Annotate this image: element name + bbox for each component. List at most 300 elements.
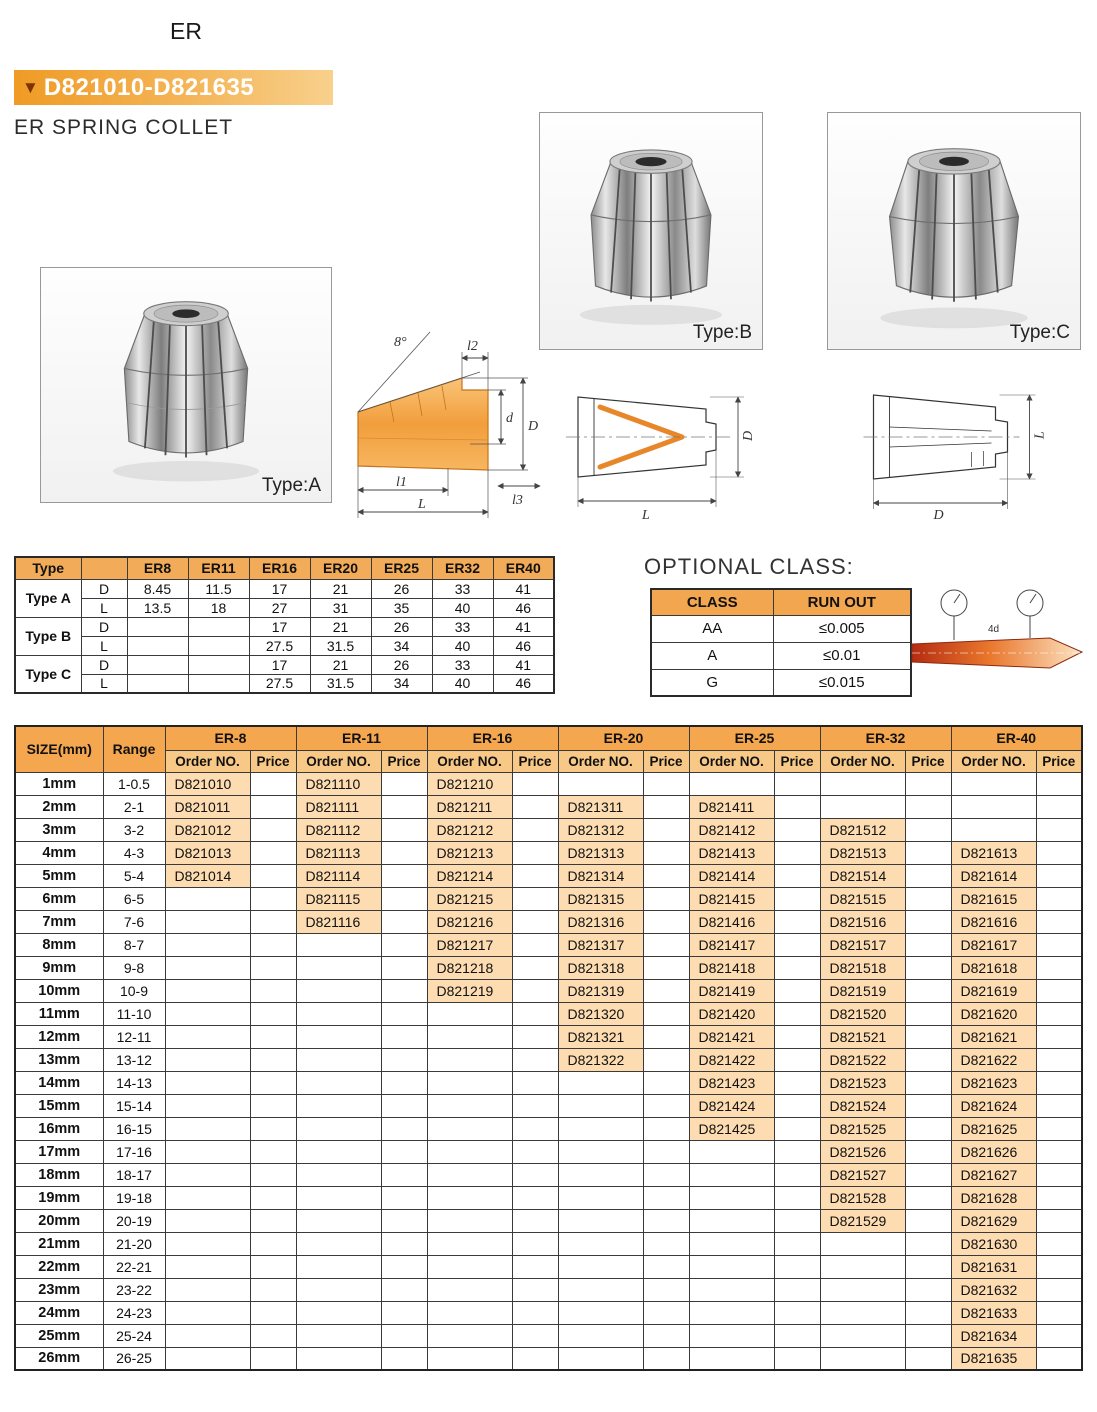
price-cell	[905, 1025, 951, 1048]
order-no-cell: D821321	[558, 1025, 643, 1048]
size-cell: 1mm	[15, 772, 103, 795]
order-no-cell	[951, 818, 1036, 841]
spec-dim-cell: L	[81, 598, 127, 617]
spec-value-cell: 8.45	[127, 579, 188, 598]
order-table-price-header: Price	[643, 750, 689, 772]
spec-value-cell	[127, 655, 188, 674]
order-table-orderno-header: Order NO.	[820, 750, 905, 772]
price-cell	[381, 1140, 427, 1163]
size-cell: 12mm	[15, 1025, 103, 1048]
spec-value-cell: 31.5	[310, 636, 371, 655]
order-no-cell: D821422	[689, 1048, 774, 1071]
spec-col-header: ER11	[188, 557, 249, 579]
price-cell	[774, 1117, 820, 1140]
price-cell	[1036, 818, 1082, 841]
order-table-price-header: Price	[774, 750, 820, 772]
order-no-cell	[296, 1048, 381, 1071]
price-cell	[381, 1071, 427, 1094]
order-no-cell	[427, 1278, 512, 1301]
spec-col-header: ER8	[127, 557, 188, 579]
photo-type-b-label: Type:B	[692, 322, 752, 343]
spec-value-cell: 13.5	[127, 598, 188, 617]
order-no-cell	[165, 1324, 250, 1347]
range-cell: 15-14	[103, 1094, 165, 1117]
price-cell	[381, 1232, 427, 1255]
order-no-cell	[296, 1025, 381, 1048]
price-cell	[774, 1048, 820, 1071]
price-cell	[381, 1255, 427, 1278]
price-cell	[774, 1324, 820, 1347]
order-no-cell: D821423	[689, 1071, 774, 1094]
order-no-cell: D821623	[951, 1071, 1036, 1094]
order-no-cell: D821114	[296, 864, 381, 887]
order-no-cell	[165, 1278, 250, 1301]
price-cell	[381, 1048, 427, 1071]
order-no-cell	[296, 1140, 381, 1163]
spec-value-cell: 46	[493, 674, 554, 693]
order-no-cell	[296, 1186, 381, 1209]
range-cell: 25-24	[103, 1324, 165, 1347]
order-no-cell	[427, 1071, 512, 1094]
price-cell	[250, 1071, 296, 1094]
order-table-price-header: Price	[905, 750, 951, 772]
order-no-cell: D821315	[558, 887, 643, 910]
price-cell	[643, 1002, 689, 1025]
spec-value-cell: 34	[371, 636, 432, 655]
oc-table-head-row	[651, 589, 911, 615]
order-table-group-header: ER-16	[427, 726, 558, 750]
price-cell	[512, 933, 558, 956]
order-no-cell: D821630	[951, 1232, 1036, 1255]
price-cell	[512, 1255, 558, 1278]
profile-drawing-type-c	[857, 355, 1052, 525]
order-no-cell	[820, 1232, 905, 1255]
order-no-cell	[296, 1209, 381, 1232]
order-no-cell	[427, 1324, 512, 1347]
spec-col-header: ER16	[249, 557, 310, 579]
price-cell	[643, 1163, 689, 1186]
spec-value-cell: 27.5	[249, 636, 310, 655]
size-cell: 14mm	[15, 1071, 103, 1094]
spec-value-cell	[188, 636, 249, 655]
order-no-cell	[427, 1048, 512, 1071]
spec-col-header: ER32	[432, 557, 493, 579]
price-cell	[250, 1278, 296, 1301]
spec-value-cell: 46	[493, 598, 554, 617]
order-no-cell: D821217	[427, 933, 512, 956]
order-no-cell	[165, 1186, 250, 1209]
order-table-price-header: Price	[381, 750, 427, 772]
price-cell	[905, 1048, 951, 1071]
spec-table-row	[15, 674, 554, 693]
order-no-cell	[558, 1209, 643, 1232]
order-no-cell: D821216	[427, 910, 512, 933]
price-cell	[250, 956, 296, 979]
collet-photo-c-illustration	[828, 113, 1080, 349]
order-no-cell: D821512	[820, 818, 905, 841]
price-cell	[774, 1347, 820, 1370]
price-cell	[250, 772, 296, 795]
price-cell	[643, 1232, 689, 1255]
range-cell: 18-17	[103, 1163, 165, 1186]
order-table-group-header: ER-40	[951, 726, 1082, 750]
order-no-cell: D821614	[951, 864, 1036, 887]
photo-type-a-label: Type:A	[261, 475, 321, 496]
price-cell	[512, 1117, 558, 1140]
order-no-cell: D821526	[820, 1140, 905, 1163]
price-cell	[381, 1324, 427, 1347]
size-cell: 25mm	[15, 1324, 103, 1347]
order-table-size-header: SIZE(mm)	[15, 726, 103, 772]
price-cell	[250, 1255, 296, 1278]
photo-type-b	[539, 112, 763, 350]
dim-label-l1: l1	[396, 475, 407, 490]
price-cell	[1036, 1117, 1082, 1140]
price-cell	[905, 956, 951, 979]
price-cell	[512, 1071, 558, 1094]
spec-value-cell: 40	[432, 674, 493, 693]
price-cell	[643, 910, 689, 933]
price-cell	[643, 818, 689, 841]
order-no-cell: D821529	[820, 1209, 905, 1232]
order-no-cell	[296, 1255, 381, 1278]
order-table-head-row-2	[15, 750, 1082, 772]
range-cell: 17-16	[103, 1140, 165, 1163]
order-no-cell	[165, 1232, 250, 1255]
size-cell: 4mm	[15, 841, 103, 864]
price-cell	[774, 1025, 820, 1048]
range-cell: 19-18	[103, 1186, 165, 1209]
price-cell	[512, 864, 558, 887]
price-cell	[905, 979, 951, 1002]
order-no-cell: D821616	[951, 910, 1036, 933]
oc-class-cell: G	[651, 669, 773, 696]
order-no-cell	[558, 1232, 643, 1255]
spec-value-cell: 41	[493, 579, 554, 598]
price-cell	[250, 1347, 296, 1370]
price-cell	[250, 1186, 296, 1209]
spec-col-header: ER25	[371, 557, 432, 579]
spec-value-cell	[127, 636, 188, 655]
range-cell: 14-13	[103, 1071, 165, 1094]
price-cell	[643, 864, 689, 887]
order-no-cell	[558, 1140, 643, 1163]
range-cell: 3-2	[103, 818, 165, 841]
price-cell	[774, 933, 820, 956]
oc-col-header: RUN OUT	[773, 589, 911, 615]
price-cell	[643, 1347, 689, 1370]
order-no-cell	[165, 956, 250, 979]
order-no-cell	[165, 1071, 250, 1094]
order-no-cell: D821625	[951, 1117, 1036, 1140]
order-no-cell	[296, 1094, 381, 1117]
order-no-cell	[689, 1278, 774, 1301]
order-no-cell	[820, 1255, 905, 1278]
order-table-price-header: Price	[250, 750, 296, 772]
order-no-cell	[558, 1255, 643, 1278]
price-cell	[905, 1094, 951, 1117]
profile-c-dim-D-label: D	[933, 508, 944, 523]
range-cell: 11-10	[103, 1002, 165, 1025]
order-no-cell: D821215	[427, 887, 512, 910]
order-no-cell	[296, 979, 381, 1002]
spec-col-header	[81, 557, 127, 579]
order-no-cell: D821513	[820, 841, 905, 864]
price-cell	[905, 1255, 951, 1278]
order-table-orderno-header: Order NO.	[165, 750, 250, 772]
price-cell	[905, 795, 951, 818]
spec-table-head-row	[15, 557, 554, 579]
price-cell	[774, 1301, 820, 1324]
spec-type-cell: Type A	[15, 579, 81, 617]
order-no-cell: D821317	[558, 933, 643, 956]
order-no-cell	[296, 1163, 381, 1186]
order-table-orderno-header: Order NO.	[427, 750, 512, 772]
price-cell	[512, 841, 558, 864]
price-cell	[1036, 910, 1082, 933]
price-cell	[512, 772, 558, 795]
order-table-orderno-header: Order NO.	[296, 750, 381, 772]
spec-value-cell: 40	[432, 636, 493, 655]
order-no-cell: D821417	[689, 933, 774, 956]
price-cell	[512, 1186, 558, 1209]
order-no-cell	[165, 1094, 250, 1117]
range-cell: 9-8	[103, 956, 165, 979]
price-cell	[1036, 1278, 1082, 1301]
price-cell	[643, 1301, 689, 1324]
order-no-cell: D821213	[427, 841, 512, 864]
spec-table	[14, 556, 555, 694]
price-cell	[381, 933, 427, 956]
range-cell: 21-20	[103, 1232, 165, 1255]
range-cell: 24-23	[103, 1301, 165, 1324]
order-no-cell	[165, 1255, 250, 1278]
order-no-cell: D821425	[689, 1117, 774, 1140]
price-cell	[905, 818, 951, 841]
order-no-cell: D821424	[689, 1094, 774, 1117]
price-cell	[1036, 1140, 1082, 1163]
order-no-cell: D821525	[820, 1117, 905, 1140]
order-table-row	[15, 979, 1082, 1002]
range-cell: 1-0.5	[103, 772, 165, 795]
price-cell	[1036, 1025, 1082, 1048]
spec-table-row	[15, 579, 554, 598]
order-no-cell: D821624	[951, 1094, 1036, 1117]
order-no-cell: D821634	[951, 1324, 1036, 1347]
dim-label-l2: l2	[467, 339, 478, 354]
size-cell: 5mm	[15, 864, 103, 887]
order-no-cell	[165, 910, 250, 933]
order-table-group-header: ER-8	[165, 726, 296, 750]
order-no-cell: D821311	[558, 795, 643, 818]
spec-value-cell	[127, 617, 188, 636]
order-no-cell	[689, 1255, 774, 1278]
size-cell: 9mm	[15, 956, 103, 979]
price-cell	[643, 1324, 689, 1347]
price-cell	[1036, 933, 1082, 956]
order-table-group-header: ER-32	[820, 726, 951, 750]
order-no-cell: D821628	[951, 1186, 1036, 1209]
price-cell	[643, 1186, 689, 1209]
order-no-cell	[427, 1025, 512, 1048]
order-no-cell	[427, 1255, 512, 1278]
spec-value-cell: 40	[432, 598, 493, 617]
price-cell	[1036, 1186, 1082, 1209]
order-no-cell: D821312	[558, 818, 643, 841]
profile-b-dim-L-label: L	[642, 508, 650, 523]
price-cell	[1036, 1255, 1082, 1278]
order-no-cell	[296, 1301, 381, 1324]
order-no-cell	[689, 1163, 774, 1186]
spec-col-header: ER20	[310, 557, 371, 579]
gauge-4d-label: 4d	[988, 624, 1000, 635]
spec-value-cell: 33	[432, 579, 493, 598]
order-no-cell: D821115	[296, 887, 381, 910]
order-no-cell	[427, 1209, 512, 1232]
optional-class-table	[650, 588, 912, 697]
order-no-cell: D821418	[689, 956, 774, 979]
price-cell	[774, 910, 820, 933]
spec-value-cell: 26	[371, 617, 432, 636]
order-no-cell: D821218	[427, 956, 512, 979]
order-no-cell	[165, 1002, 250, 1025]
order-no-cell: D821528	[820, 1186, 905, 1209]
oc-table-body	[651, 615, 911, 696]
oc-table-row	[651, 642, 911, 669]
order-no-cell	[165, 887, 250, 910]
order-table-row	[15, 1301, 1082, 1324]
order-no-cell: D821515	[820, 887, 905, 910]
price-cell	[1036, 956, 1082, 979]
order-no-cell	[951, 772, 1036, 795]
price-cell	[1036, 864, 1082, 887]
price-cell	[381, 864, 427, 887]
spec-value-cell: 46	[493, 636, 554, 655]
order-no-cell: D821514	[820, 864, 905, 887]
order-no-cell: D821413	[689, 841, 774, 864]
price-cell	[512, 1163, 558, 1186]
order-table-row	[15, 1209, 1082, 1232]
oc-table-row	[651, 615, 911, 642]
price-cell	[381, 818, 427, 841]
price-cell	[643, 1094, 689, 1117]
order-no-cell: D821111	[296, 795, 381, 818]
range-cell: 22-21	[103, 1255, 165, 1278]
order-no-cell: D821518	[820, 956, 905, 979]
size-cell: 2mm	[15, 795, 103, 818]
dim-label-angle: 8°	[394, 335, 407, 350]
price-cell	[905, 1140, 951, 1163]
range-cell: 10-9	[103, 979, 165, 1002]
price-cell	[774, 1071, 820, 1094]
order-no-cell: D821316	[558, 910, 643, 933]
range-cell: 16-15	[103, 1117, 165, 1140]
order-table-body	[15, 772, 1082, 1370]
order-no-cell	[427, 1163, 512, 1186]
size-cell: 16mm	[15, 1117, 103, 1140]
price-cell	[774, 1232, 820, 1255]
order-no-cell: D821113	[296, 841, 381, 864]
price-cell	[381, 1025, 427, 1048]
order-no-cell	[558, 1278, 643, 1301]
order-no-cell: D821622	[951, 1048, 1036, 1071]
price-cell	[250, 1140, 296, 1163]
price-cell	[643, 795, 689, 818]
order-table-orderno-header: Order NO.	[951, 750, 1036, 772]
order-no-cell: D821110	[296, 772, 381, 795]
price-cell	[1036, 1324, 1082, 1347]
order-no-cell: D821626	[951, 1140, 1036, 1163]
price-cell	[381, 1278, 427, 1301]
order-no-cell: D821116	[296, 910, 381, 933]
oc-runout-cell: ≤0.01	[773, 642, 911, 669]
price-cell	[250, 1163, 296, 1186]
order-no-cell: D821320	[558, 1002, 643, 1025]
order-table-orderno-header: Order NO.	[689, 750, 774, 772]
price-cell	[643, 1071, 689, 1094]
series-label: ER	[170, 18, 202, 44]
order-table-group-header: ER-11	[296, 726, 427, 750]
price-cell	[1036, 1094, 1082, 1117]
order-no-cell: D821619	[951, 979, 1036, 1002]
order-no-cell: D821621	[951, 1025, 1036, 1048]
order-no-cell: D821523	[820, 1071, 905, 1094]
size-cell: 15mm	[15, 1094, 103, 1117]
spec-value-cell	[188, 674, 249, 693]
price-cell	[381, 887, 427, 910]
order-no-cell: D821516	[820, 910, 905, 933]
order-table-row	[15, 956, 1082, 979]
spec-value-cell: 21	[310, 655, 371, 674]
price-cell	[512, 1002, 558, 1025]
order-no-cell: D821013	[165, 841, 250, 864]
size-cell: 23mm	[15, 1278, 103, 1301]
order-no-cell	[820, 1324, 905, 1347]
spec-dim-cell: L	[81, 636, 127, 655]
order-table	[14, 725, 1083, 1371]
spec-value-cell: 17	[249, 579, 310, 598]
price-cell	[250, 841, 296, 864]
size-cell: 22mm	[15, 1255, 103, 1278]
price-cell	[774, 1278, 820, 1301]
order-no-cell	[820, 1301, 905, 1324]
order-no-cell: D821112	[296, 818, 381, 841]
price-cell	[905, 1186, 951, 1209]
dim-label-d: d	[506, 411, 513, 426]
price-cell	[643, 841, 689, 864]
size-cell: 20mm	[15, 1209, 103, 1232]
order-no-cell	[820, 795, 905, 818]
banner-triangle-icon: ▼	[22, 78, 39, 97]
range-cell: 7-6	[103, 910, 165, 933]
order-no-cell	[165, 1025, 250, 1048]
range-cell: 13-12	[103, 1048, 165, 1071]
order-no-cell	[951, 795, 1036, 818]
price-cell	[905, 1071, 951, 1094]
price-cell	[905, 1324, 951, 1347]
price-cell	[643, 1209, 689, 1232]
order-no-cell	[427, 1117, 512, 1140]
cross-section-drawing	[330, 318, 545, 536]
price-cell	[1036, 887, 1082, 910]
order-no-cell: D821011	[165, 795, 250, 818]
order-no-cell	[296, 1002, 381, 1025]
price-cell	[512, 1025, 558, 1048]
profile-drawing-type-b	[560, 355, 765, 525]
order-no-cell: D821210	[427, 772, 512, 795]
spec-value-cell: 41	[493, 617, 554, 636]
price-cell	[512, 1278, 558, 1301]
